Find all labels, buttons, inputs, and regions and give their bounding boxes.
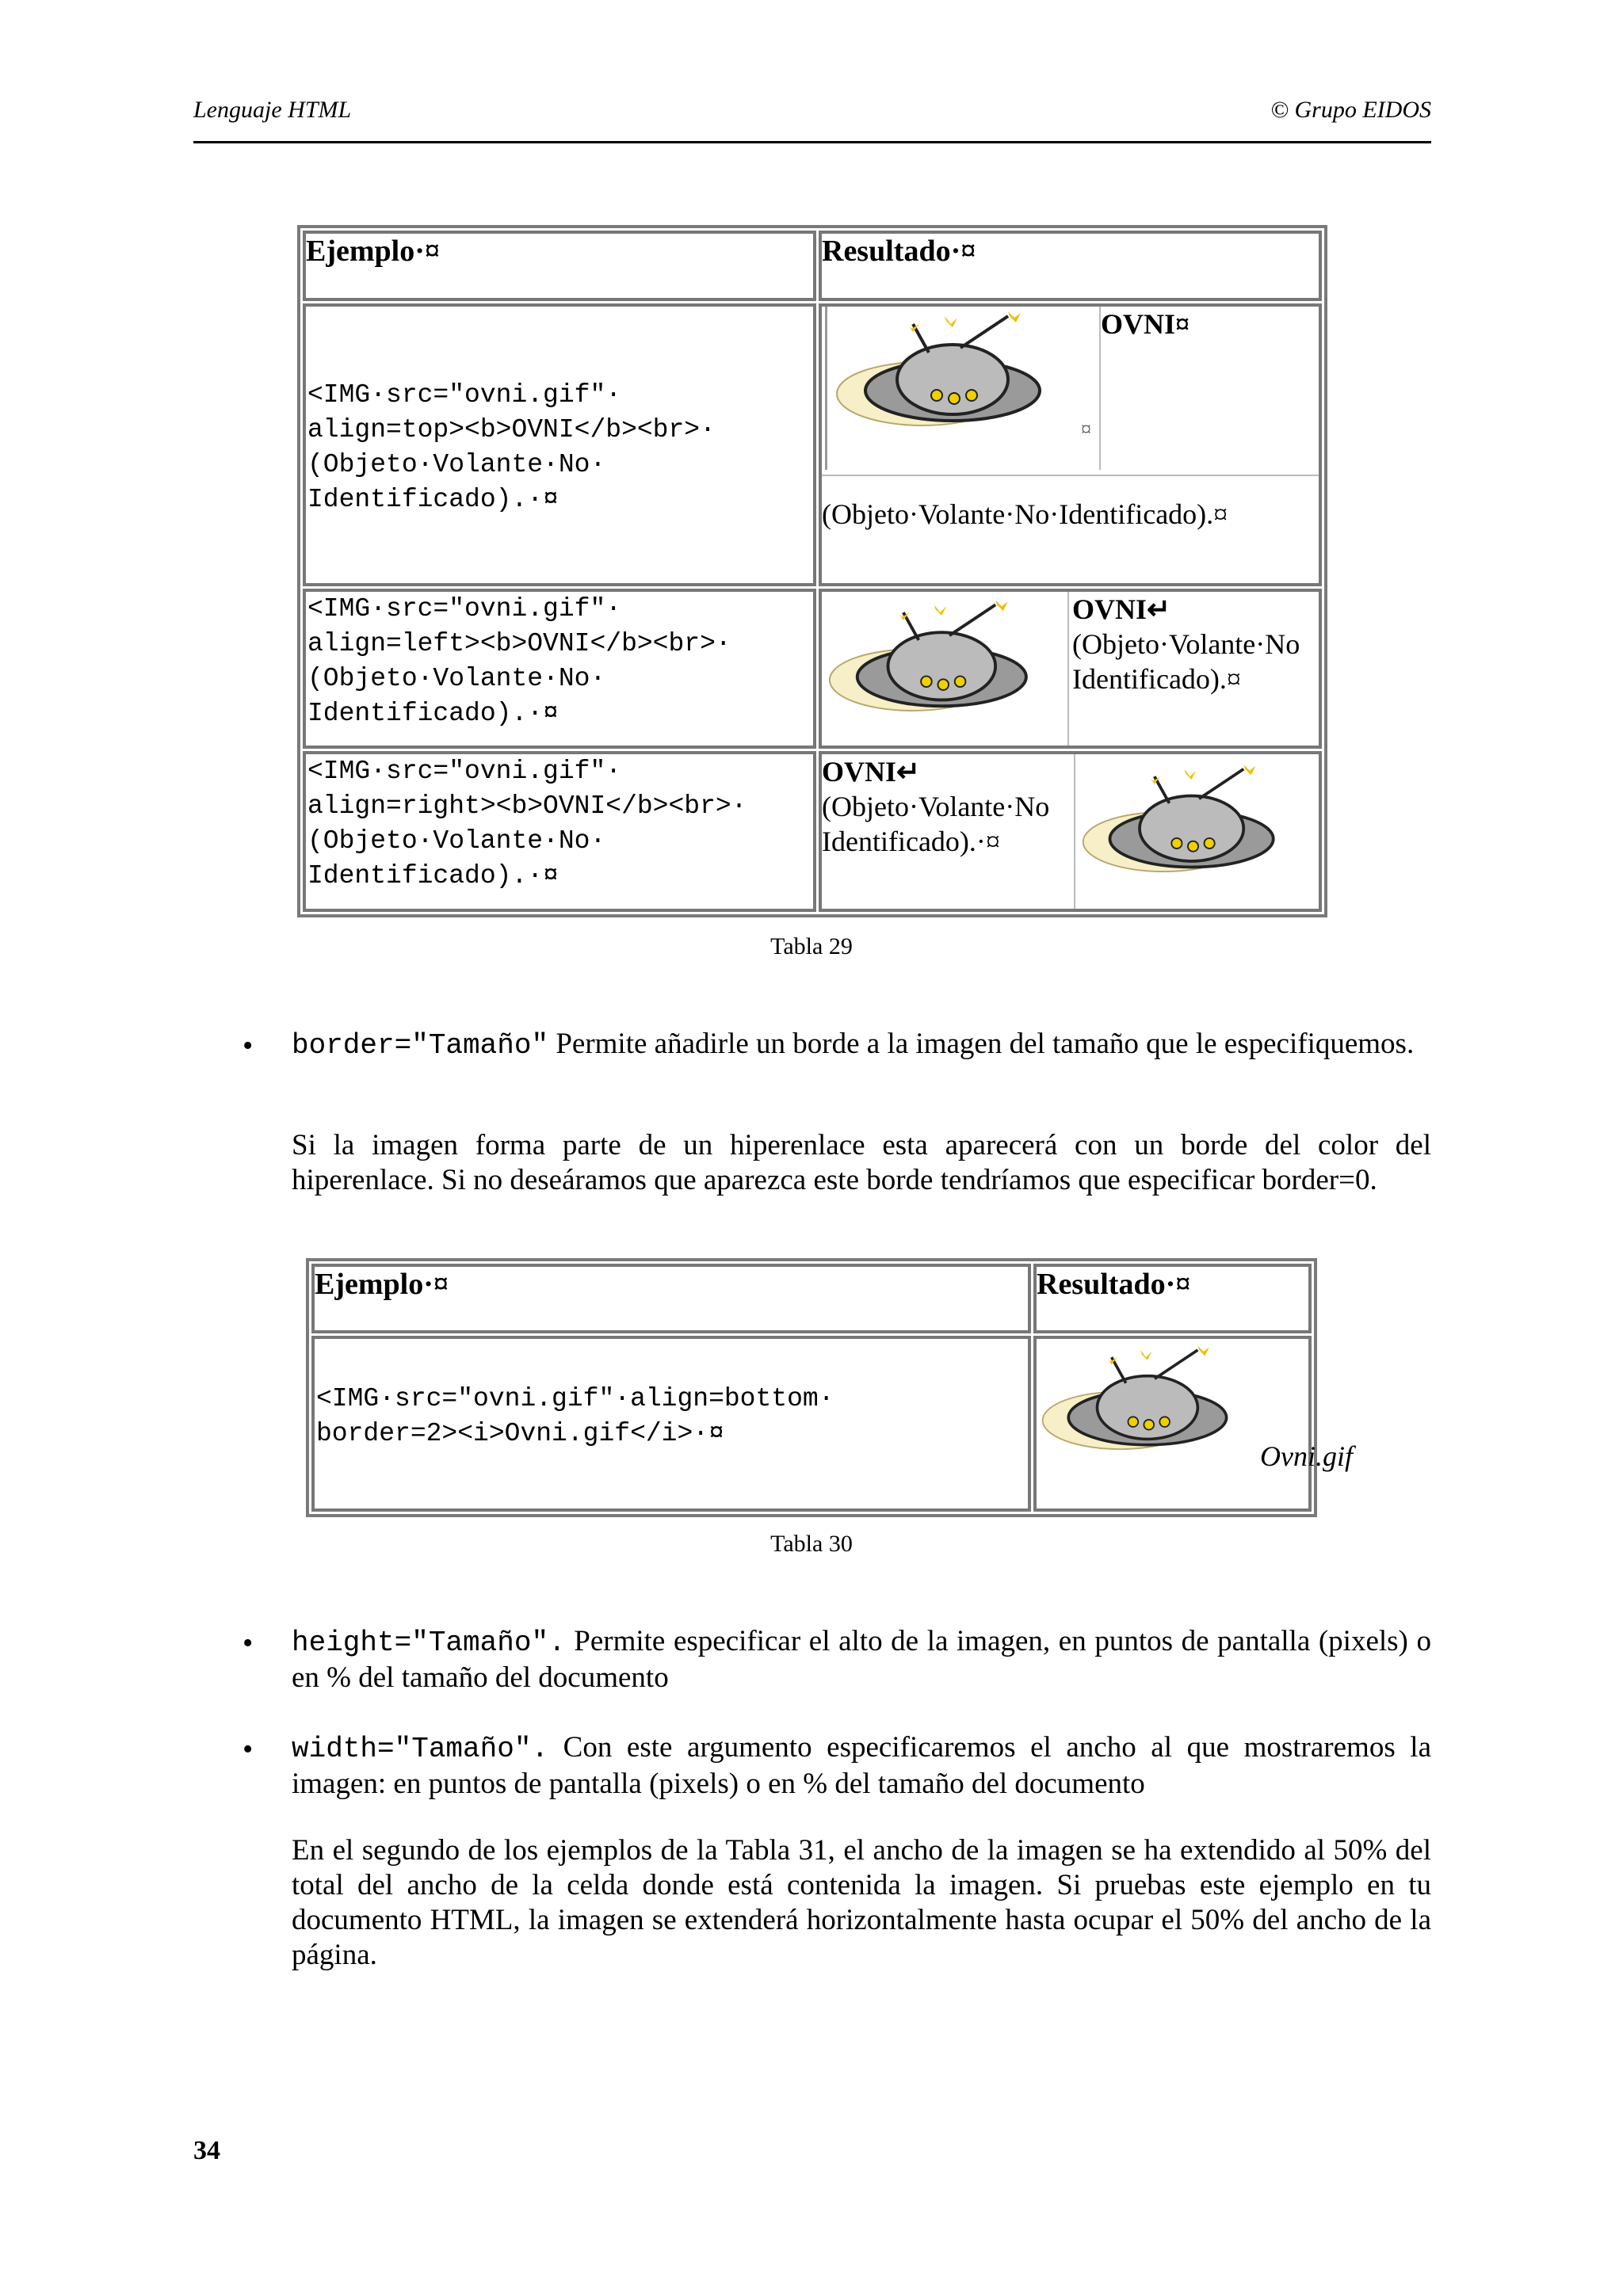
ufo-image: [834, 308, 1087, 443]
code-term: height="Tamaño".: [292, 1627, 566, 1659]
code-sample: <IMG·src="ovni.gif"· align=left><b>OVNI</b><br>· (Objeto·Volante·No· Identificado).·¤: [307, 593, 731, 728]
bullet-icon: •: [242, 1029, 254, 1062]
table-row: [303, 589, 816, 749]
ufo-image: [1040, 1341, 1270, 1467]
result-cell: [819, 589, 1322, 749]
bullet-icon: •: [242, 1733, 254, 1766]
result-title: OVNI↵: [822, 756, 921, 788]
paragraph: En el segundo de los ejemplos de la Tabla 31, el ancho de la imagen se ha extendido al 50% del total del ancho de la celda donde está contenida la imagen. Si pruebas este ejemplo en tu documento HTML, la imagen se extenderá horizontalmente hasta ocupar el 50% del ancho de la página.: [292, 1834, 1431, 1971]
result-text: (Objeto·Volante·No·Identificado).¤: [822, 475, 1319, 532]
code-sample: <IMG·src="ovni.gif"·align=bottom· border=2><i>Ovni.gif</i>·¤: [316, 1384, 834, 1448]
header-title: Lenguaje HTML: [193, 97, 352, 123]
result-title: OVNI↵: [1072, 593, 1171, 625]
bullet-icon: •: [242, 1627, 254, 1660]
bullet-border-text: border="Tamaño" Permite añadirle un borde a la imagen del tamaño que le especifiquemos.: [292, 1028, 1415, 1062]
result-cell: [819, 751, 1322, 912]
bullet-height-text: height="Tamaño". Permite especificar el alto de la imagen, en puntos de pantalla (pixels) o en % del tamaño del documento: [292, 1625, 1431, 1694]
page-number: 34: [193, 2136, 220, 2165]
code-sample: <IMG·src="ovni.gif"· align=top><b>OVNI</b><br>· (Objeto·Volante·No· Identificado).·¤: [307, 380, 716, 515]
result-text-line: (Objeto·Volante·No: [822, 791, 1050, 823]
table-header-example: Ejemplo·¤: [311, 1264, 1031, 1333]
result-text-line: Identificado).¤: [1072, 662, 1241, 695]
code-term: border="Tamaño": [292, 1029, 549, 1062]
table-30: [306, 1258, 1353, 1517]
result-text-line: Identificado).·¤: [822, 826, 1000, 858]
table-header-example: Ejemplo·¤: [303, 231, 816, 301]
header-publisher: © Grupo EIDOS: [1270, 97, 1431, 123]
table-header-result: Resultado·¤: [1033, 1264, 1312, 1333]
code-sample: <IMG·src="ovni.gif"· align=right><b>OVNI</b><br>· (Objeto·Volante·No· Identificado).·¤: [307, 757, 747, 891]
code-term: width="Tamaño".: [292, 1733, 549, 1765]
table-header-result: Resultado·¤: [819, 231, 1322, 301]
table-row: [311, 1336, 1031, 1512]
table-row: [303, 303, 816, 586]
paragraph: Si la imagen forma parte de un hiperenlace esta aparecerá con un borde del color del hiperenlace. Si no deseáramos que aparezca este borde tendríamos que especificar border=0.: [292, 1129, 1431, 1196]
bullet-width-text: width="Tamaño". Con este argumento especificaremos el ancho al que mostraremos la imagen: en puntos de pantalla (pixels) o en % del tamaño del documento: [292, 1731, 1432, 1800]
result-cell: [1033, 1336, 1353, 1512]
result-italic-text: Ovni.gif: [1260, 1440, 1353, 1472]
table-row: [303, 751, 816, 912]
table-caption: Tabla 29: [770, 933, 853, 959]
ufo-image: [827, 595, 1072, 730]
page-header: [193, 97, 1431, 143]
result-title: OVNI¤: [1101, 308, 1190, 341]
result-text-line: (Objeto·Volante·No: [1072, 627, 1300, 660]
table-29: [297, 225, 1327, 917]
result-cell: ¤ OVNI¤ (Objeto·Volante·No·Identificado).¤: [819, 303, 1322, 586]
ufo-image: [1080, 757, 1318, 892]
table-caption: Tabla 30: [770, 1531, 853, 1557]
